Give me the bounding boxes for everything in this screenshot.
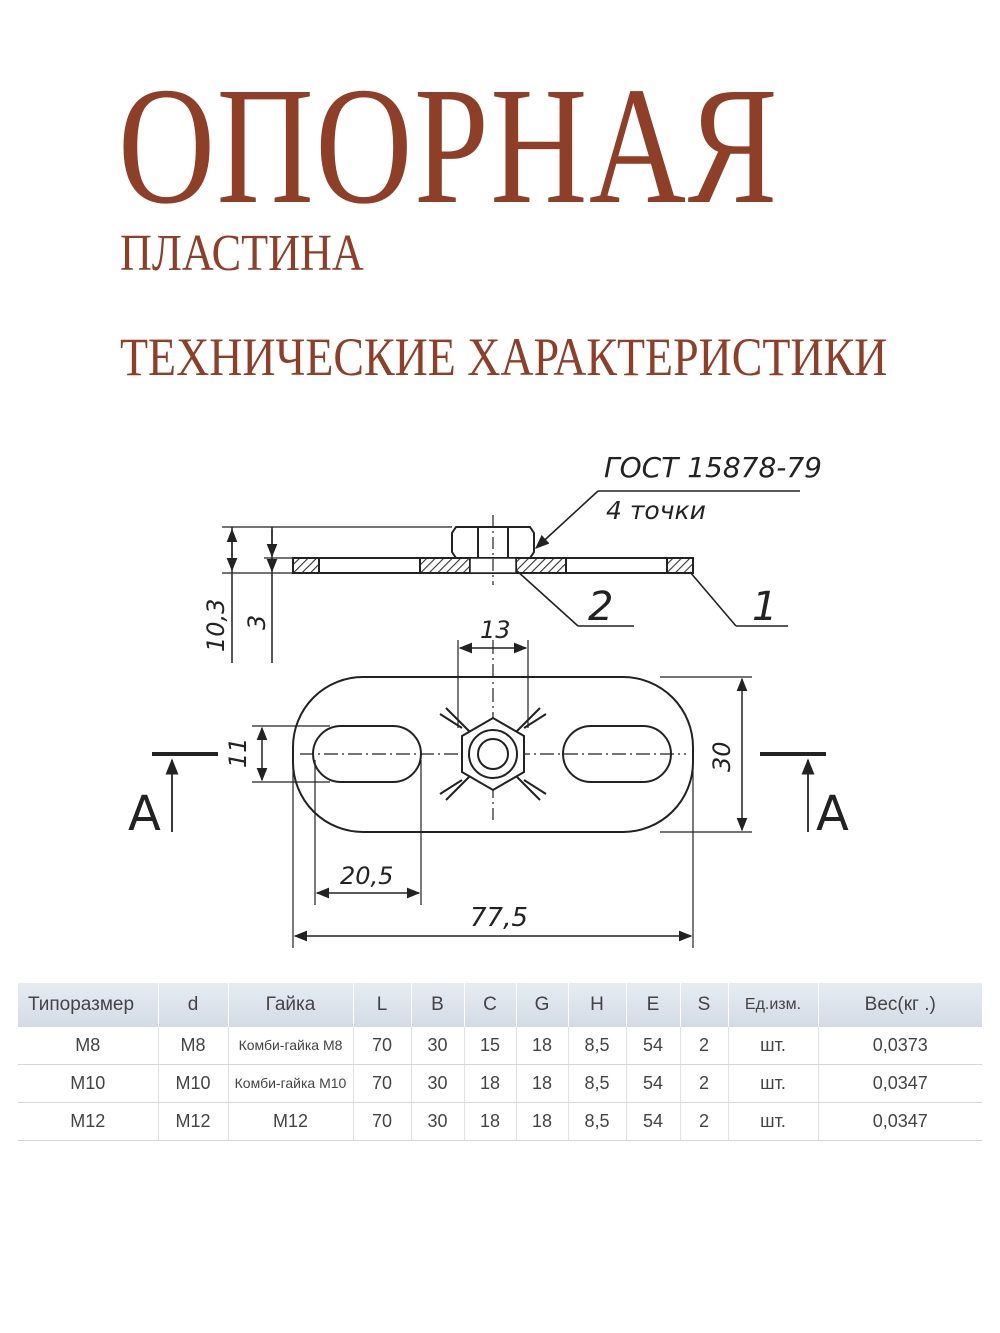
- spec-table: [18, 983, 982, 1141]
- dim-nut-width: 13: [480, 616, 511, 644]
- section-title: ТЕХНИЧЕСКИЕ ХАРАКТЕРИСТИКИ: [120, 327, 888, 387]
- header-d: d: [158, 983, 228, 1027]
- dim-plate-width: 30: [708, 741, 736, 772]
- cell-s: 2: [680, 1065, 728, 1103]
- top-view: [152, 640, 826, 948]
- page-title: ОПОРНАЯ: [118, 53, 779, 239]
- cell-size: M12: [18, 1103, 158, 1141]
- cell-b: 30: [411, 1027, 464, 1065]
- cell-weight: 0,0347: [818, 1065, 982, 1103]
- cell-b: 30: [411, 1065, 464, 1103]
- cell-l: 70: [353, 1065, 411, 1103]
- header-c: C: [464, 983, 516, 1027]
- header-e: E: [626, 983, 680, 1027]
- side-view: [222, 491, 800, 663]
- section-label-right: A: [816, 786, 849, 842]
- cell-h: 8,5: [568, 1027, 626, 1065]
- cell-unit: шт.: [728, 1027, 818, 1065]
- cell-nut: Комби-гайка M8: [228, 1027, 353, 1065]
- cell-g: 18: [516, 1027, 568, 1065]
- cell-e: 54: [626, 1065, 680, 1103]
- table-row: [18, 1027, 982, 1065]
- header-unit: Ед.изм.: [728, 983, 818, 1027]
- cell-c: 18: [464, 1103, 516, 1141]
- cell-g: 18: [516, 1065, 568, 1103]
- header-h: H: [568, 983, 626, 1027]
- callout-1: 1: [752, 584, 778, 630]
- dim-slot-width: 11: [224, 737, 252, 768]
- cell-size: M10: [18, 1065, 158, 1103]
- cell-l: 70: [353, 1027, 411, 1065]
- cell-c: 18: [464, 1065, 516, 1103]
- cell-e: 54: [626, 1103, 680, 1141]
- points-label: 4 точки: [606, 496, 706, 525]
- dim-total-height: 10,3: [202, 598, 230, 652]
- cell-unit: шт.: [728, 1103, 818, 1141]
- cell-h: 8,5: [568, 1065, 626, 1103]
- section-label-left: A: [128, 786, 161, 842]
- cell-s: 2: [680, 1027, 728, 1065]
- table-header-row: [18, 983, 982, 1027]
- cell-nut: M12: [228, 1103, 353, 1141]
- gost-label: ГОСТ 15878-79: [604, 451, 822, 484]
- table-row: [18, 1103, 982, 1141]
- header-s: S: [680, 983, 728, 1027]
- header-g: G: [516, 983, 568, 1027]
- header-size: Типоразмер: [18, 983, 158, 1027]
- header-nut: Гайка: [228, 983, 353, 1027]
- cell-e: 54: [626, 1027, 680, 1065]
- cell-s: 2: [680, 1103, 728, 1141]
- dim-plate-thickness: 3: [243, 614, 271, 630]
- cell-unit: шт.: [728, 1065, 818, 1103]
- cell-c: 15: [464, 1027, 516, 1065]
- header-weight: Вес(кг .): [818, 983, 982, 1027]
- cell-h: 8,5: [568, 1103, 626, 1141]
- page-subtitle: ПЛАСТИНА: [120, 225, 364, 282]
- cell-d: M12: [158, 1103, 228, 1141]
- table-row: [18, 1065, 982, 1103]
- cell-d: M10: [158, 1065, 228, 1103]
- dim-slot-length: 20,5: [340, 862, 394, 890]
- header-b: B: [411, 983, 464, 1027]
- cell-d: M8: [158, 1027, 228, 1065]
- cell-size: M8: [18, 1027, 158, 1065]
- cell-weight: 0,0373: [818, 1027, 982, 1065]
- cell-g: 18: [516, 1103, 568, 1141]
- cell-l: 70: [353, 1103, 411, 1141]
- cell-nut: Комби-гайка M10: [228, 1065, 353, 1103]
- dim-plate-length: 77,5: [470, 903, 528, 933]
- cell-b: 30: [411, 1103, 464, 1141]
- header-l: L: [353, 983, 411, 1027]
- callout-2: 2: [588, 584, 614, 630]
- cell-weight: 0,0347: [818, 1103, 982, 1141]
